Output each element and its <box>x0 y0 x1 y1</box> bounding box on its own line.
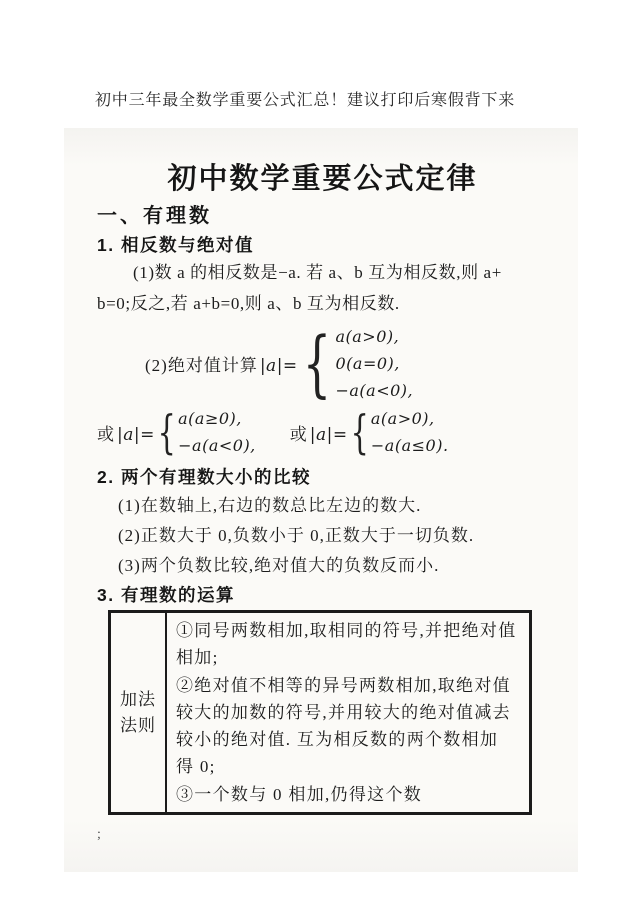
scanned-document <box>64 128 578 872</box>
formula-label: (2)绝对值计算 |a|= <box>145 356 298 376</box>
section-heading-rational-numbers: 一、有理数 <box>97 205 212 227</box>
list-item: (2)正数大于 0,负数小于 0,正数大于一切负数. <box>118 526 475 545</box>
paragraph-line: (1)数 a 的相反数是−a. 若 a、b 互为相反数,则 a+ <box>133 263 502 282</box>
formula-cases <box>371 405 449 459</box>
formula-case: a(a>0), <box>335 327 400 346</box>
article-headline: 初中三年最全数学重要公式汇总！建议打印后寒假背下来 <box>95 92 516 109</box>
formula-case: −a(a<0), <box>178 436 256 455</box>
subsection-opposite-absolute-value: 1. 相反数与绝对值 <box>97 235 254 255</box>
paragraph-opposite-numbers <box>97 258 548 319</box>
alt-formula-1 <box>97 405 256 459</box>
list-item: (1)在数轴上,右边的数总比左边的数大. <box>118 496 422 515</box>
table-text-line: ②绝对值不相等的异号两数相加,取绝对值 <box>176 675 511 695</box>
left-brace: { <box>157 405 176 459</box>
addition-rule-table <box>108 610 532 815</box>
formula-cases <box>335 323 413 404</box>
formula-case: −a(a<0), <box>335 381 414 400</box>
row-header-line: 法则 <box>120 715 156 735</box>
formula-case: −a(a≤0). <box>370 436 449 455</box>
table-text-line: ①同号两数相加,取相同的符号,并把绝对值 <box>176 621 517 640</box>
stray-semicolon-mark: ; <box>97 827 101 843</box>
table-text-line: ③一个数与 0 相加,仍得这个数 <box>176 784 423 804</box>
absolute-value-formula <box>145 323 548 404</box>
left-brace: { <box>350 405 369 459</box>
table-text-line: 较大的加数的符号,并用较大的绝对值减去 <box>176 702 511 722</box>
paragraph-line: b=0;反之,若 a+b=0,则 a、b 互为相反数. <box>97 293 400 313</box>
formula-case: 0(a=0), <box>335 354 400 373</box>
left-brace: { <box>302 321 331 405</box>
document-title: 初中数学重要公式定律 <box>167 163 478 195</box>
table-row-header <box>111 613 167 812</box>
list-item: (3)两个负数比较,绝对值大的负数反而小. <box>118 556 440 575</box>
comparison-rules-list <box>97 491 548 581</box>
table-cell-content <box>167 613 529 812</box>
alt-formula-2 <box>290 405 449 459</box>
table-text-line: 较小的绝对值. 互为相反数的两个数相加 <box>176 730 499 750</box>
formula-case: a(a≥0), <box>178 409 242 428</box>
formula-cases <box>178 405 256 459</box>
formula-label: 或 |a|= <box>289 424 348 445</box>
table-text-line: 相加; <box>176 648 219 668</box>
row-header-line: 加法 <box>120 689 156 709</box>
subsection-rational-operations: 3. 有理数的运算 <box>97 585 235 605</box>
formula-case: a(a>0), <box>370 409 435 428</box>
table-text-line: 得 0; <box>176 757 216 777</box>
subsection-comparing-rationals: 2. 两个有理数大小的比较 <box>97 467 311 487</box>
absolute-value-alt-formulas <box>97 405 548 459</box>
formula-label: 或 |a|= <box>97 424 155 445</box>
